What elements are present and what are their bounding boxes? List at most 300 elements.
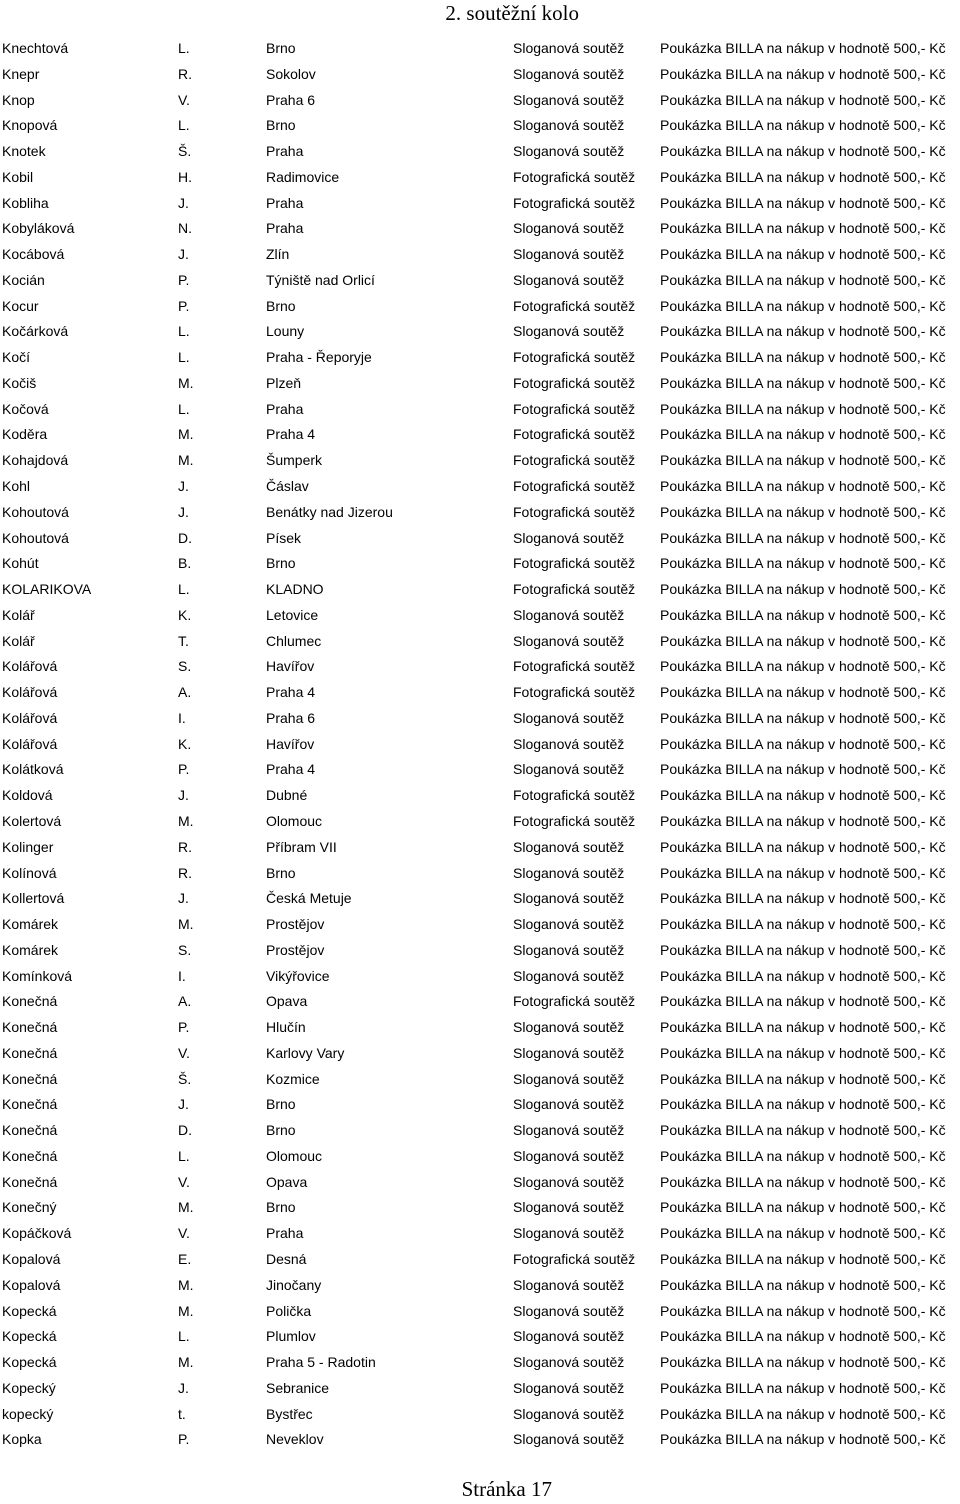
surname-cell: Konečná [2,993,58,1010]
prize-cell: Poukázka BILLA na nákup v hodnotě 500,- Kč [660,967,946,984]
city-cell: Praha [266,194,304,211]
contest-cell: Sloganová soutěž [513,1019,625,1036]
prize-cell: Poukázka BILLA na nákup v hodnotě 500,- Kč [660,1431,946,1448]
contest-cell: Fotografická soutěž [513,581,636,598]
city-cell: Brno [266,1199,296,1216]
table-row [0,861,960,887]
city-cell: Olomouc [266,812,323,829]
prize-cell: Poukázka BILLA na nákup v hodnotě 500,- Kč [660,1405,946,1422]
contest-cell: Fotografická soutěž [513,452,636,469]
table-row [0,268,960,294]
contest-cell: Sloganová soutěž [513,246,625,263]
contest-cell: Sloganová soutěž [513,529,625,546]
contest-cell: Sloganová soutěž [513,40,625,56]
initial-cell: J. [178,503,189,520]
contest-cell: Sloganová soutěž [513,606,625,623]
prize-cell: Poukázka BILLA na nákup v hodnotě 500,- Kč [660,1199,946,1216]
initial-cell: P. [178,271,190,288]
city-cell: Sebranice [266,1379,330,1396]
contest-cell: Sloganová soutěž [513,735,625,752]
initial-cell: I. [178,709,186,726]
table-row [0,732,960,758]
prize-cell: Poukázka BILLA na nákup v hodnotě 500,- Kč [660,1070,946,1087]
surname-cell: Komínková [2,967,73,984]
prize-cell: Poukázka BILLA na nákup v hodnotě 500,- Kč [660,478,946,495]
table-row [0,1041,960,1067]
table-row [0,448,960,474]
initial-cell: R. [178,838,192,855]
initial-cell: T. [178,632,189,649]
contest-cell: Sloganová soutěž [513,1354,625,1371]
surname-cell: Kobliha [2,194,49,211]
prize-cell: Poukázka BILLA na nákup v hodnotě 500,- Kč [660,168,946,185]
contest-cell: Fotografická soutěž [513,684,636,701]
table-row [0,680,960,706]
prize-cell: Poukázka BILLA na nákup v hodnotě 500,- Kč [660,632,946,649]
prize-cell: Poukázka BILLA na nákup v hodnotě 500,- Kč [660,529,946,546]
prize-cell: Poukázka BILLA na nákup v hodnotě 500,- Kč [660,91,946,108]
initial-cell: J. [178,890,189,907]
prize-cell: Poukázka BILLA na nákup v hodnotě 500,- Kč [660,993,946,1010]
city-cell: Benátky nad Jizerou [266,503,393,520]
contest-cell: Sloganová soutěž [513,838,625,855]
prize-cell: Poukázka BILLA na nákup v hodnotě 500,- Kč [660,194,946,211]
city-cell: Brno [266,40,296,56]
city-cell: Praha 5 - Radotin [266,1354,376,1371]
prize-cell: Poukázka BILLA na nákup v hodnotě 500,- Kč [660,1276,946,1293]
city-cell: Praha 4 [266,426,316,443]
city-cell: Brno [266,864,296,881]
city-cell: Plumlov [266,1328,316,1345]
surname-cell: Konečná [2,1147,58,1164]
initial-cell: J. [178,478,189,495]
city-cell: Louny [266,323,305,340]
prize-cell: Poukázka BILLA na nákup v hodnotě 500,- Kč [660,503,946,520]
page-title: 2. soutěžní kolo [445,1,579,25]
contest-cell: Sloganová soutěž [513,143,625,160]
surname-cell: Knepr [2,65,40,82]
initial-cell: M. [178,1302,194,1319]
table-row [0,654,960,680]
contest-cell: Sloganová soutěž [513,1276,625,1293]
prize-cell: Poukázka BILLA na nákup v hodnotě 500,- Kč [660,323,946,340]
contest-cell: Fotografická soutěž [513,555,636,572]
surname-cell: Konečná [2,1096,58,1113]
initial-cell: K. [178,606,192,623]
initial-cell: R. [178,864,192,881]
initial-cell: L. [178,349,190,366]
contest-cell: Sloganová soutěž [513,1405,625,1422]
initial-cell: M. [178,916,194,933]
surname-cell: Komárek [2,916,59,933]
table-row [0,1324,960,1350]
surname-cell: Kolářová [2,658,58,675]
table-row [0,603,960,629]
contest-cell: Sloganová soutěž [513,220,625,237]
surname-cell: Kohl [2,478,31,495]
table-row [0,1144,960,1170]
table-row [0,835,960,861]
initial-cell: E. [178,1250,192,1267]
initial-cell: N. [178,220,192,237]
initial-cell: M. [178,1276,194,1293]
initial-cell: R. [178,65,192,82]
table-row [0,886,960,912]
prize-cell: Poukázka BILLA na nákup v hodnotě 500,- Kč [660,1379,946,1396]
city-cell: Příbram VII [266,838,337,855]
table-row [0,757,960,783]
surname-cell: Kohoutová [2,529,69,546]
table-row [0,1350,960,1376]
contest-cell: Sloganová soutěž [513,941,625,958]
prize-cell: Poukázka BILLA na nákup v hodnotě 500,- Kč [660,400,946,417]
table-row [0,294,960,320]
table-row [0,1015,960,1041]
surname-cell: Kollertová [2,890,65,907]
table-row [0,1273,960,1299]
prize-cell: Poukázka BILLA na nákup v hodnotě 500,- Kč [660,735,946,752]
contest-cell: Fotografická soutěž [513,503,636,520]
city-cell: Praha 6 [266,91,316,108]
table-row [0,577,960,603]
contest-cell: Sloganová soutěž [513,916,625,933]
prize-cell: Poukázka BILLA na nákup v hodnotě 500,- Kč [660,220,946,237]
prize-cell: Poukázka BILLA na nákup v hodnotě 500,- Kč [660,1122,946,1139]
prize-cell: Poukázka BILLA na nákup v hodnotě 500,- Kč [660,1173,946,1190]
contest-cell: Sloganová soutěž [513,1044,625,1061]
initial-cell: S. [178,941,192,958]
surname-cell: Kocábová [2,246,65,263]
surname-cell: Kobil [2,168,34,185]
contest-cell: Sloganová soutěž [513,709,625,726]
city-cell: Jinočany [266,1276,322,1293]
city-cell: Česká Metuje [266,890,352,907]
surname-cell: Kolář [2,606,35,623]
contest-cell: Sloganová soutěž [513,1302,625,1319]
initial-cell: A. [178,993,192,1010]
contest-cell: Sloganová soutěž [513,91,625,108]
prize-cell: Poukázka BILLA na nákup v hodnotě 500,- Kč [660,1302,946,1319]
city-cell: Kozmice [266,1070,320,1087]
prize-cell: Poukázka BILLA na nákup v hodnotě 500,- Kč [660,916,946,933]
table-row [0,1221,960,1247]
initial-cell: P. [178,297,190,314]
prize-cell: Poukázka BILLA na nákup v hodnotě 500,- Kč [660,1250,946,1267]
initial-cell: B. [178,555,192,572]
prize-cell: Poukázka BILLA na nákup v hodnotě 500,- Kč [660,606,946,623]
surname-cell: Kolářová [2,684,58,701]
table-row [0,783,960,809]
city-cell: Brno [266,555,296,572]
initial-cell: L. [178,40,190,56]
surname-cell: Koldová [2,787,53,804]
surname-cell: Kolátková [2,761,64,778]
prize-cell: Poukázka BILLA na nákup v hodnotě 500,- Kč [660,709,946,726]
surname-cell: Kolářová [2,735,58,752]
surname-cell: Kolinger [2,838,54,855]
city-cell: Praha - Řeporyje [266,349,372,366]
contest-cell: Fotografická soutěž [513,297,636,314]
initial-cell: L. [178,1147,190,1164]
table-row [0,938,960,964]
initial-cell: Š. [178,1070,192,1087]
city-cell: Desná [266,1250,307,1267]
city-cell: Písek [266,529,302,546]
city-cell: Opava [266,1173,308,1190]
city-cell: Praha 4 [266,761,316,778]
prize-cell: Poukázka BILLA na nákup v hodnotě 500,- Kč [660,1044,946,1061]
prize-cell: Poukázka BILLA na nákup v hodnotě 500,- Kč [660,864,946,881]
surname-cell: Kopalová [2,1250,61,1267]
table-row [0,165,960,191]
city-cell: Brno [266,297,296,314]
initial-cell: V. [178,1173,190,1190]
table-row [0,912,960,938]
prize-cell: Poukázka BILLA na nákup v hodnotě 500,- Kč [660,271,946,288]
city-cell: Bystřec [266,1405,313,1422]
table-row [0,216,960,242]
initial-cell: L. [178,323,190,340]
surname-cell: Kocián [2,271,45,288]
surname-cell: Kopka [2,1431,42,1448]
page-number: Stránka 17 [461,1477,552,1501]
surname-cell: Kopecká [2,1302,57,1319]
initial-cell: Š. [178,143,192,160]
city-cell: Olomouc [266,1147,323,1164]
prize-cell: Poukázka BILLA na nákup v hodnotě 500,- Kč [660,297,946,314]
surname-cell: Kopecká [2,1354,57,1371]
initial-cell: A. [178,684,192,701]
city-cell: Praha 4 [266,684,316,701]
surname-cell: Knop [2,91,35,108]
surname-cell: Kolínová [2,864,57,881]
surname-cell: Konečná [2,1044,58,1061]
initial-cell: J. [178,1379,189,1396]
table-row [0,1092,960,1118]
surname-cell: Knechtová [2,40,69,56]
surname-cell: Kohoutová [2,503,69,520]
contest-cell: Sloganová soutěž [513,761,625,778]
city-cell: Praha 6 [266,709,316,726]
initial-cell: K. [178,735,192,752]
surname-cell: kopecký [2,1405,54,1422]
contest-cell: Sloganová soutěž [513,1122,625,1139]
winners-table [0,36,960,1453]
city-cell: Praha [266,400,304,417]
initial-cell: V. [178,1225,190,1242]
contest-cell: Sloganová soutěž [513,1147,625,1164]
table-row [0,1118,960,1144]
city-cell: Brno [266,1096,296,1113]
prize-cell: Poukázka BILLA na nákup v hodnotě 500,- Kč [660,941,946,958]
initial-cell: L. [178,117,190,134]
prize-cell: Poukázka BILLA na nákup v hodnotě 500,- Kč [660,1019,946,1036]
city-cell: Praha [266,220,304,237]
contest-cell: Fotografická soutěž [513,400,636,417]
surname-cell: Knotek [2,143,46,160]
table-row [0,809,960,835]
contest-cell: Sloganová soutěž [513,1173,625,1190]
prize-cell: Poukázka BILLA na nákup v hodnotě 500,- Kč [660,581,946,598]
initial-cell: t. [178,1405,186,1422]
initial-cell: D. [178,1122,192,1139]
initial-cell: P. [178,1019,190,1036]
table-row [0,1402,960,1428]
prize-cell: Poukázka BILLA na nákup v hodnotě 500,- Kč [660,452,946,469]
initial-cell: J. [178,194,189,211]
surname-cell: Knopová [2,117,58,134]
city-cell: Letovice [266,606,319,623]
city-cell: Praha [266,143,304,160]
table-row [0,964,960,990]
initial-cell: J. [178,246,189,263]
prize-cell: Poukázka BILLA na nákup v hodnotě 500,- Kč [660,787,946,804]
initial-cell: P. [178,761,190,778]
city-cell: Zlín [266,246,290,263]
surname-cell: Komárek [2,941,59,958]
surname-cell: Kolář [2,632,35,649]
surname-cell: Kopáčková [2,1225,72,1242]
prize-cell: Poukázka BILLA na nákup v hodnotě 500,- Kč [660,890,946,907]
initial-cell: L. [178,400,190,417]
contest-cell: Fotografická soutěž [513,812,636,829]
city-cell: Chlumec [266,632,322,649]
prize-cell: Poukázka BILLA na nákup v hodnotě 500,- Kč [660,1147,946,1164]
contest-cell: Fotografická soutěž [513,349,636,366]
contest-cell: Sloganová soutěž [513,1431,625,1448]
initial-cell: V. [178,1044,190,1061]
contest-cell: Fotografická soutěž [513,787,636,804]
surname-cell: Konečná [2,1019,58,1036]
city-cell: Brno [266,117,296,134]
table-row [0,526,960,552]
table-row [0,62,960,88]
table-row [0,500,960,526]
prize-cell: Poukázka BILLA na nákup v hodnotě 500,- Kč [660,40,946,56]
surname-cell: Kopalová [2,1276,61,1293]
surname-cell: Kočiš [2,374,37,391]
surname-cell: Kolářová [2,709,58,726]
contest-cell: Sloganová soutěž [513,967,625,984]
prize-cell: Poukázka BILLA na nákup v hodnotě 500,- Kč [660,1354,946,1371]
surname-cell: Kohút [2,555,39,572]
initial-cell: M. [178,1199,194,1216]
surname-cell: Kolertová [2,812,62,829]
city-cell: Šumperk [266,452,323,469]
prize-cell: Poukázka BILLA na nákup v hodnotě 500,- Kč [660,838,946,855]
prize-cell: Poukázka BILLA na nákup v hodnotě 500,- Kč [660,349,946,366]
city-cell: Opava [266,993,308,1010]
table-row [0,474,960,500]
table-row [0,629,960,655]
prize-cell: Poukázka BILLA na nákup v hodnotě 500,- Kč [660,658,946,675]
surname-cell: Kohajdová [2,452,69,469]
city-cell: Havířov [266,735,315,752]
city-cell: Neveklov [266,1431,324,1448]
table-row [0,345,960,371]
table-row [0,88,960,114]
city-cell: Týniště nad Orlicí [266,271,375,288]
prize-cell: Poukázka BILLA na nákup v hodnotě 500,- Kč [660,246,946,263]
prize-cell: Poukázka BILLA na nákup v hodnotě 500,- Kč [660,65,946,82]
contest-cell: Sloganová soutěž [513,1225,625,1242]
surname-cell: Konečná [2,1070,58,1087]
surname-cell: Konečný [2,1199,57,1216]
table-row [0,319,960,345]
initial-cell: M. [178,1354,194,1371]
prize-cell: Poukázka BILLA na nákup v hodnotě 500,- Kč [660,812,946,829]
city-cell: Praha [266,1225,304,1242]
contest-cell: Fotografická soutěž [513,1250,636,1267]
initial-cell: H. [178,168,192,185]
table-row [0,1170,960,1196]
contest-cell: Fotografická soutěž [513,426,636,443]
city-cell: KLADNO [266,581,324,598]
city-cell: Radimovice [266,168,340,185]
city-cell: Brno [266,1122,296,1139]
table-row [0,1299,960,1325]
contest-cell: Fotografická soutěž [513,374,636,391]
table-row [0,36,960,62]
table-row [0,1195,960,1221]
city-cell: Karlovy Vary [266,1044,345,1061]
initial-cell: L. [178,581,190,598]
contest-cell: Sloganová soutěž [513,1096,625,1113]
surname-cell: Kopecká [2,1328,57,1345]
prize-cell: Poukázka BILLA na nákup v hodnotě 500,- Kč [660,374,946,391]
surname-cell: Kopecký [2,1379,56,1396]
table-row [0,191,960,217]
table-row [0,422,960,448]
prize-cell: Poukázka BILLA na nákup v hodnotě 500,- Kč [660,117,946,134]
table-row [0,113,960,139]
prize-cell: Poukázka BILLA na nákup v hodnotě 500,- Kč [660,426,946,443]
initial-cell: I. [178,967,186,984]
contest-cell: Fotografická soutěž [513,478,636,495]
initial-cell: P. [178,1431,190,1448]
contest-cell: Sloganová soutěž [513,271,625,288]
initial-cell: V. [178,91,190,108]
surname-cell: Kobyláková [2,220,75,237]
initial-cell: M. [178,426,194,443]
surname-cell: Konečná [2,1173,58,1190]
contest-cell: Sloganová soutěž [513,1379,625,1396]
initial-cell: J. [178,787,189,804]
contest-cell: Sloganová soutěž [513,117,625,134]
contest-cell: Sloganová soutěž [513,65,625,82]
surname-cell: Kočová [2,400,49,417]
city-cell: Čáslav [266,478,309,495]
table-row [0,1376,960,1402]
city-cell: Prostějov [266,941,325,958]
city-cell: Sokolov [266,65,316,82]
prize-cell: Poukázka BILLA na nákup v hodnotě 500,- Kč [660,555,946,572]
surname-cell: Kočárková [2,323,69,340]
table-row [0,397,960,423]
city-cell: Dubné [266,787,308,804]
surname-cell: Kočí [2,349,31,366]
city-cell: Vikýřovice [266,967,330,984]
city-cell: Hlučín [266,1019,306,1036]
contest-cell: Sloganová soutěž [513,1070,625,1087]
prize-cell: Poukázka BILLA na nákup v hodnotě 500,- Kč [660,684,946,701]
table-row [0,371,960,397]
table-row [0,1247,960,1273]
city-cell: Polička [266,1302,312,1319]
table-row [0,551,960,577]
city-cell: Prostějov [266,916,325,933]
table-row [0,139,960,165]
